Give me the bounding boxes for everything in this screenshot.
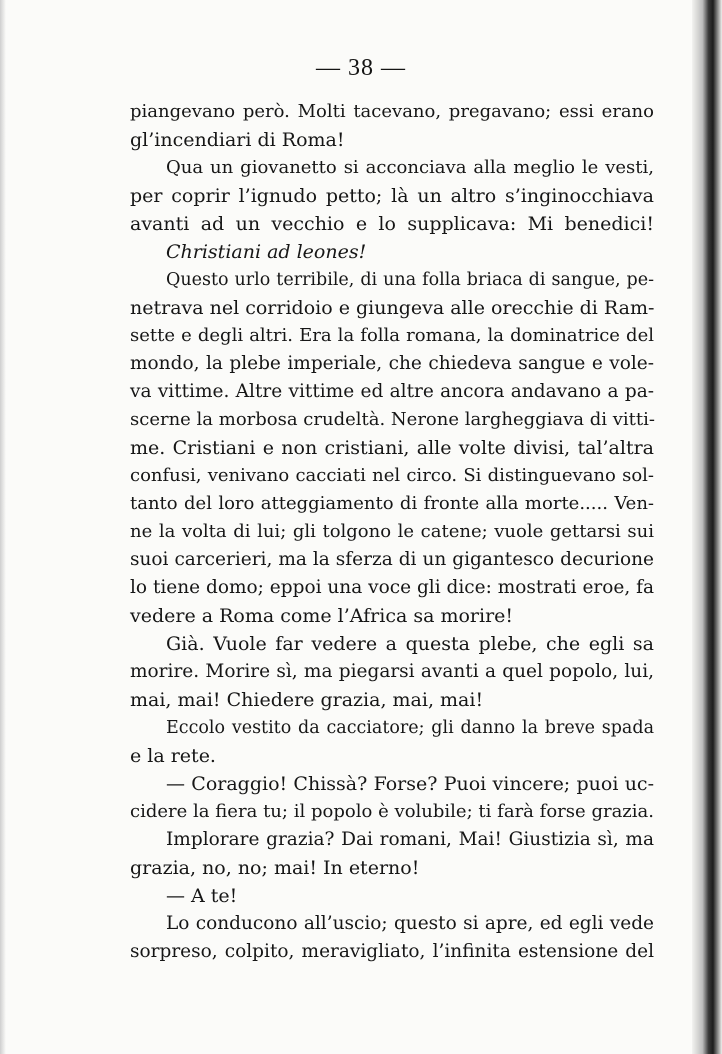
text-line: gl’incendiari di Roma! [130, 129, 345, 151]
text-line: morire. Morire sì, ma piegarsi avanti a quel popolo, lui, [130, 661, 654, 682]
text-line: sette e degli altri. Era la folla romana, la dominatrice del [130, 325, 654, 346]
text-line: me. Cristiani e non cristiani, alle volte divisi, tal’altra [130, 437, 654, 459]
page-binding-edge [692, 0, 722, 1054]
text-line: Implorare grazia? Dai romani, Mai! Giustizia sì, ma [166, 829, 654, 850]
text-line: avanti ad un vecchio e lo supplicava: Mi benedici! [130, 213, 654, 235]
text-line: ne la volta di lui; gli tolgono le catene; vuole gettarsi sui [130, 521, 654, 542]
text-line: e la rete. [130, 745, 216, 767]
text-line: mai, mai! Chiedere grazia, mai, mai! [130, 689, 484, 711]
text-line: vedere a Roma come l’Africa sa morire! [130, 605, 514, 627]
text-line: Qua un giovanetto si acconciava alla meglio le vesti, [166, 157, 654, 178]
text-line: Lo conducono all’uscio; questo si apre, ed egli vede [166, 913, 654, 934]
text-line: — Coraggio! Chissà? Forse? Puoi vincere; puoi uc- [166, 773, 654, 795]
text-line: grazia, no, no; mai! In eterno! [130, 857, 420, 879]
text-line: Christiani ad leones! [166, 241, 367, 263]
text-line: lo tiene domo; eppoi una voce gli dice: mostrati eroe, fa [130, 577, 654, 598]
text-line: — A te! [166, 885, 238, 907]
text-line: tanto del loro atteggiamento di fronte alla morte..... Ven- [130, 493, 654, 514]
text-line: Eccolo vestito da cacciatore; gli danno la breve spada [166, 718, 654, 738]
text-line: sorpreso, colpito, meravigliato, l’infinita estensione del [130, 941, 654, 962]
page-number: — 38 — [316, 55, 406, 81]
text-line: suoi carcerieri, ma la sferza di un gigantesco decurione [130, 549, 654, 570]
text-line: per coprir l’ignudo petto; là un altro s’inginocchiava [130, 185, 654, 207]
text-line: netrava nel corridoio e giungeva alle orecchie di Ram- [130, 297, 655, 319]
body-text [130, 98, 654, 966]
text-line: Già. Vuole far vedere a questa plebe, che egli sa [166, 633, 654, 655]
text-line: confusi, venivano cacciati nel circo. Si distinguevano sol- [130, 465, 654, 486]
text-line: mondo, la plebe imperiale, che chiedeva sangue e vole- [130, 353, 654, 374]
text-line: scerne la morbosa crudeltà. Nerone largheggiava di vitti- [130, 409, 655, 430]
page-left-edge [0, 0, 6, 1054]
text-line: Questo urlo terribile, di una folla briaca di sangue, pe- [166, 270, 654, 290]
text-line: va vittime. Altre vittime ed altre ancora andavano a pa- [130, 381, 654, 402]
text-line: piangevano però. Molti tacevano, pregavano; essi erano [130, 101, 654, 122]
text-line: cidere la fiera tu; il popolo è volubile; ti farà forse grazia. [130, 801, 654, 822]
